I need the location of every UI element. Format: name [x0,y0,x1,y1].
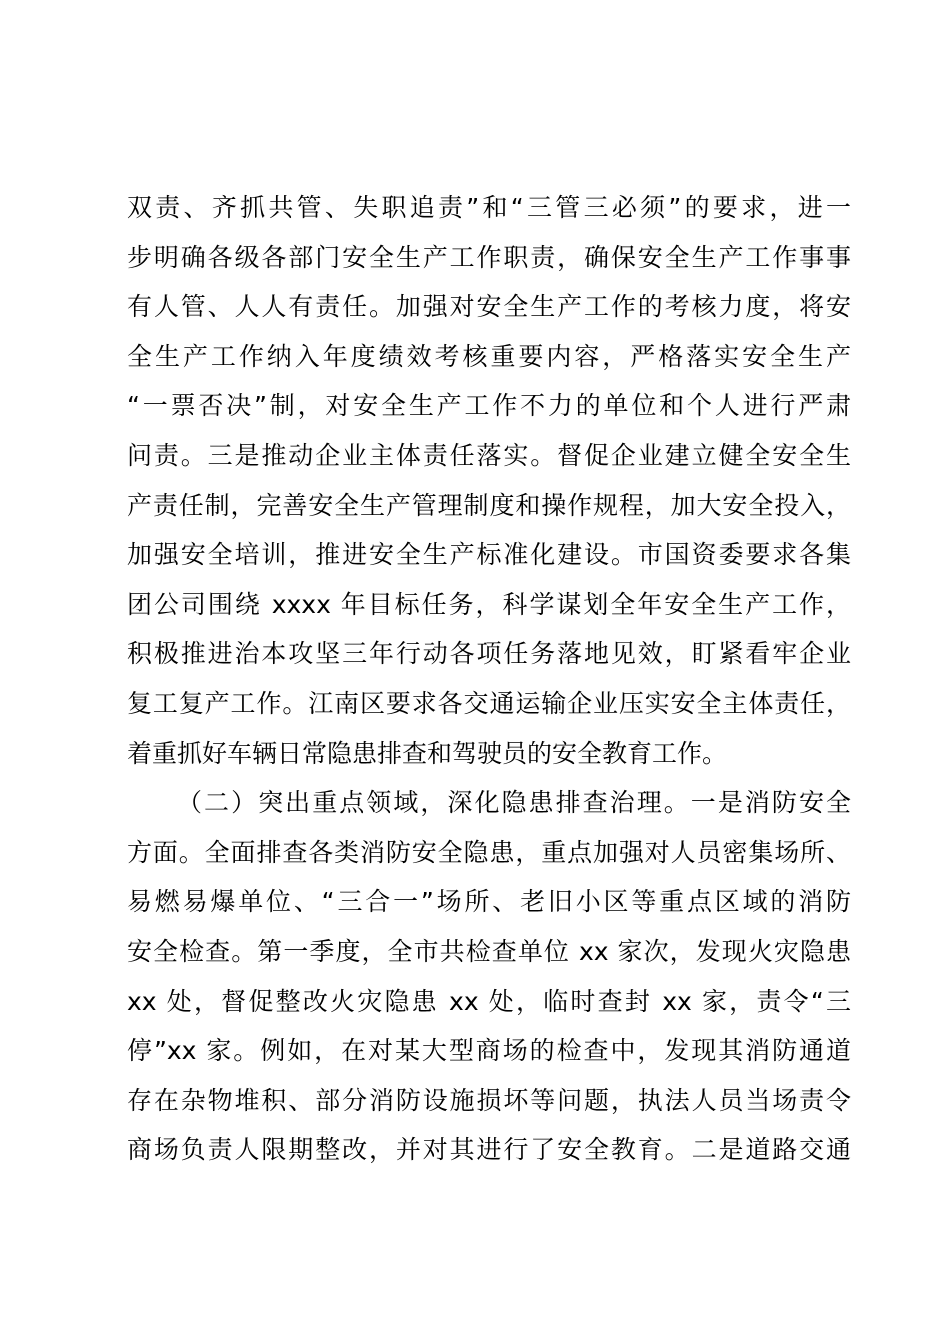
text-line: 积极推进治本攻坚三年行动各项任务落地见效，盯紧看牢企业 [127,639,851,669]
text-line: 着重抓好车辆日常隐患排查和驾驶员的安全教育工作。 [127,738,728,768]
text-line: 双责、齐抓共管、失职追责”和“三管三必须”的要求，进一 [127,193,851,222]
text-line: 问责。三是推动企业主体责任落实。督促企业建立健全安全生 [127,440,851,470]
text-line: 存在杂物堆积、部分消防设施损坏等问题，执法人员当场责令 [127,1085,851,1115]
body-text [127,183,851,1175]
text-line: 全生产工作纳入年度绩效考核重要内容，严格落实安全生产 [127,341,851,371]
text-line: 有人管、人人有责任。加强对安全生产工作的考核力度，将安 [127,292,851,322]
text-line: 产责任制，完善安全生产管理制度和操作规程，加大安全投入， [127,490,851,520]
text-line: 方面。全面排查各类消防安全隐患，重点加强对人员密集场所、 [127,837,851,867]
text-line: 停”xx 家。例如，在对某大型商场的检查中，发现其消防通道 [127,1036,851,1066]
text-line: 团公司围绕 xxxx 年目标任务，科学谋划全年安全生产工作， [127,589,851,619]
text-line: “一票否决”制，对安全生产工作不力的单位和个人进行严肃 [127,391,851,421]
text-line: 加强安全培训，推进安全生产标准化建设。市国资委要求各集 [127,540,851,570]
text-line: xx 处，督促整改火灾隐患 xx 处，临时查封 xx 家，责令“三 [127,986,851,1016]
text-line: 复工复产工作。江南区要求各交通运输企业压实安全主体责任， [127,688,851,718]
text-line: 商场负责人限期整改，并对其进行了安全教育。二是道路交通 [127,1135,851,1165]
text-line: 步明确各级各部门安全生产工作职责，确保安全生产工作事事 [127,242,851,272]
text-line: 安全检查。第一季度，全市共检查单位 xx 家次，发现火灾隐患 [127,936,851,966]
text-line: 易燃易爆单位、“三合一”场所、老旧小区等重点区域的消防 [127,887,851,917]
section-heading-line: （二）突出重点领域，深化隐患排查治理。一是消防安全 [177,788,851,818]
